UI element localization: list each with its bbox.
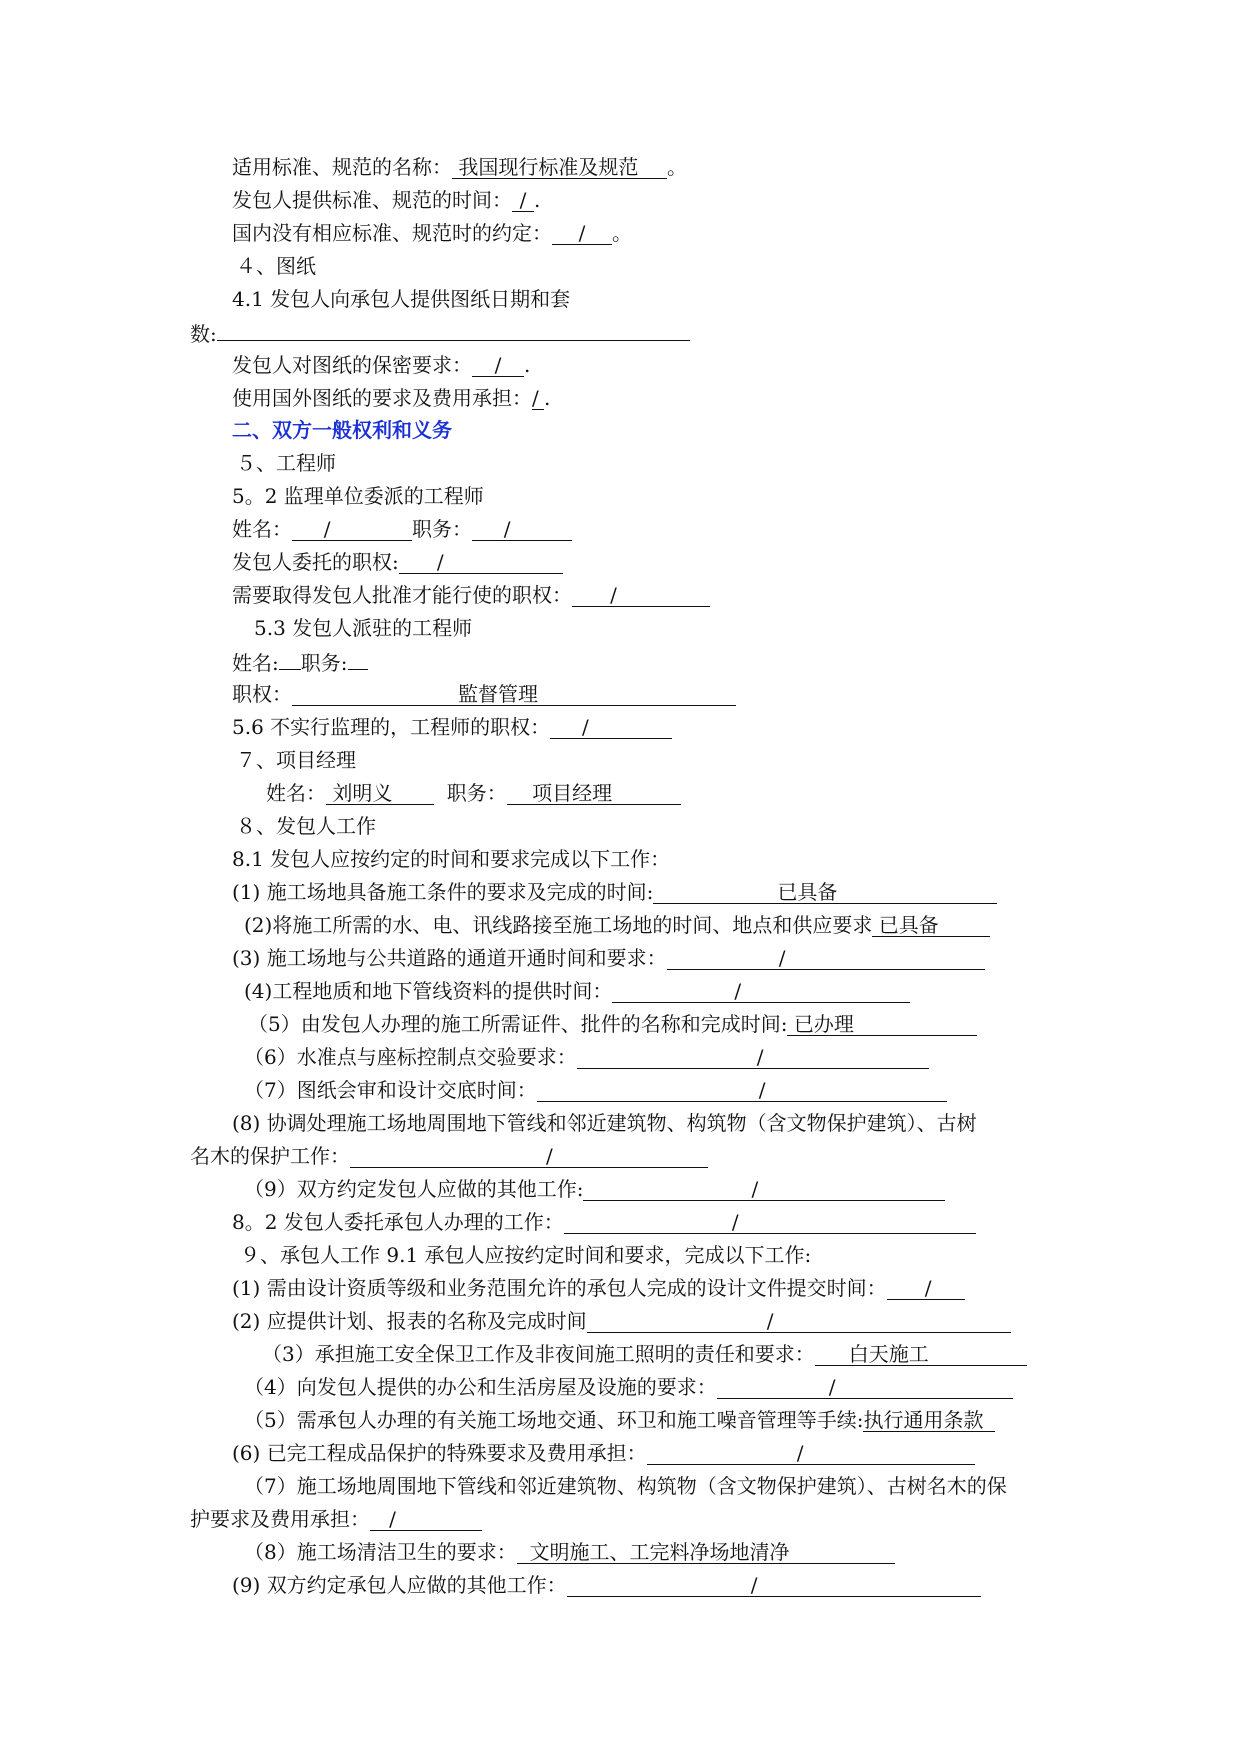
clause-8-1-text: 8.1 发包人应按约定的时间和要求完成以下工作： xyxy=(232,847,671,871)
employer-work-5-field: 已办理 xyxy=(787,1013,977,1036)
employer-work-9-line: （9）双方约定发包人应做的其他工作: / xyxy=(244,1175,945,1203)
entrusted-authority-line: 发包人委托的职权: / xyxy=(232,548,563,576)
contractor-work-2-line: (2) 应提供计划、报表的名称及完成时间 / xyxy=(232,1307,1011,1335)
clause-5-6-field: / xyxy=(550,716,672,739)
standards-name-field: 我国现行标准及规范 xyxy=(452,156,667,179)
contractor-work-3-field: 白天施工 xyxy=(815,1343,1027,1366)
contractor-work-6-field: / xyxy=(647,1442,975,1465)
section-heading-rights-obligations: 二、双方一般权利和义务 xyxy=(232,418,452,442)
engineer-position-field: / xyxy=(472,518,572,541)
standards-time-field: / xyxy=(512,189,534,212)
resident-engineer-position-field xyxy=(348,647,368,670)
approval-authority-line: 需要取得发包人批准才能行使的职权： / xyxy=(232,581,710,609)
employer-work-3-field: / xyxy=(667,947,985,970)
employer-work-8-cont-line: 名木的保护工作： / xyxy=(190,1142,708,1170)
drawing-confidentiality-field: / xyxy=(472,354,524,377)
employer-work-6-field: / xyxy=(577,1046,929,1069)
contractor-work-5-line: （5）需承包人办理的有关施工场地交通、环卫和施工噪音管理等手续:执行通用条款 xyxy=(244,1406,995,1434)
resident-authority-field: 監督管理 xyxy=(292,683,736,706)
employer-work-2-field: 已具备 xyxy=(872,914,990,937)
project-manager-line: 姓名： 刘明义 职务： 项目经理 xyxy=(266,779,681,807)
resident-engineer-name-field xyxy=(279,647,301,670)
section-9-title: ９、承包人工作 9.1 承包人应按约定时间和要求，完成以下工作: xyxy=(240,1243,812,1267)
drawing-confidentiality-line: 发包人对图纸的保密要求： / . xyxy=(232,353,531,377)
employer-work-6-line: （6）水准点与座标控制点交验要求： / xyxy=(244,1043,929,1071)
section-5-title: ５、工程师 xyxy=(236,451,336,475)
clause-8-2-field: / xyxy=(564,1211,976,1234)
contractor-work-2-field: / xyxy=(587,1310,1011,1333)
employer-work-7-field: / xyxy=(537,1079,947,1102)
standards-time-line: 发包人提供标准、规范的时间： / . xyxy=(232,188,541,212)
approval-authority-field: / xyxy=(572,584,710,607)
drawing-count-field xyxy=(217,318,690,341)
standards-name-line: 适用标准、规范的名称： 我国现行标准及规范 。 xyxy=(232,155,687,179)
contractor-work-9-line: (9) 双方约定承包人应做的其他工作： / xyxy=(232,1571,981,1599)
employer-work-3-line: (3) 施工场地与公共道路的通道开通时间和要求： / xyxy=(232,944,985,972)
employer-work-1-line: (1) 施工场地具备施工条件的要求及完成的时间: 已具备 xyxy=(232,878,997,906)
contractor-work-3-line: （3）承担施工安全保卫工作及非夜间施工照明的责任和要求： 白天施工 xyxy=(262,1340,1027,1368)
employer-work-7-line: （7）图纸会审和设计交底时间： / xyxy=(244,1076,947,1104)
contractor-work-1-field: / xyxy=(887,1277,965,1300)
no-standard-agreement-field: / xyxy=(552,222,612,245)
employer-work-9-field: / xyxy=(583,1178,945,1201)
section-7-title: ７、项目经理 xyxy=(236,748,356,772)
employer-work-1-field: 已具备 xyxy=(653,881,997,904)
clause-8-2-line: 8。2 发包人委托承包人办理的工作： / xyxy=(232,1208,976,1236)
contractor-work-1-line: (1) 需由设计资质等级和业务范围允许的承包人完成的设计文件提交时间： / xyxy=(232,1274,965,1302)
clause-4-1-text: 4.1 发包人向承包人提供图纸日期和套 xyxy=(232,287,571,311)
section-8-title: ８、发包人工作 xyxy=(236,814,376,838)
employer-work-8-line: (8) 协调处理施工场地周围地下管线和邻近建筑物、构筑物（含文物保护建筑）、古树 xyxy=(232,1111,977,1135)
contractor-work-4-field: / xyxy=(717,1376,1013,1399)
clause-5-3-text: 5.3 发包人派驻的工程师 xyxy=(254,616,473,640)
foreign-drawings-field: / xyxy=(532,387,544,410)
contractor-work-7-cont-line: 护要求及费用承担： / xyxy=(190,1505,482,1533)
contractor-work-8-line: （8）施工场清洁卫生的要求： 文明施工、工完料净场地清净 xyxy=(244,1538,895,1566)
resident-authority-line: 职权： 監督管理 xyxy=(232,680,736,708)
section-4-title: ４、图纸 xyxy=(236,254,316,278)
engineer-name-field: / xyxy=(292,518,412,541)
employer-work-4-field: / xyxy=(612,980,910,1003)
employer-work-5-line: （5）由发包人办理的施工所需证件、批件的名称和完成时间: 已办理 xyxy=(248,1010,977,1038)
employer-work-2-line: (2)将施工所需的水、电、讯线路接至施工场地的时间、地点和供应要求 已具备 xyxy=(244,911,990,939)
contractor-work-7-line: （7）施工场地周围地下管线和邻近建筑物、构筑物（含文物保护建筑）、古树名木的保 xyxy=(244,1474,1007,1498)
engineer-name-position-line: 姓名： / 职务： / xyxy=(232,515,572,543)
contractor-work-9-field: / xyxy=(567,1574,981,1597)
employer-work-8-field: / xyxy=(350,1145,708,1168)
entrusted-authority-field: / xyxy=(399,551,563,574)
employer-work-4-line: (4)工程地质和地下管线资料的提供时间： / xyxy=(244,977,910,1005)
project-manager-position-field: 项目经理 xyxy=(507,782,681,805)
contractor-work-5-field: 执行通用条款 xyxy=(863,1409,995,1432)
clause-5-2-text: 5。2 监理单位委派的工程师 xyxy=(232,484,484,508)
contractor-work-7-field: / xyxy=(370,1508,482,1531)
clause-5-6-line: 5.6 不实行监理的，工程师的职权： / xyxy=(232,713,672,741)
resident-engineer-line: 姓名: 职务: xyxy=(232,647,368,675)
no-standard-agreement-line: 国内没有相应标准、规范时的约定： / 。 xyxy=(232,221,632,245)
contractor-work-4-line: （4）向发包人提供的办公和生活房屋及设施的要求： / xyxy=(244,1373,1013,1401)
foreign-drawings-line: 使用国外图纸的要求及费用承担：/ . xyxy=(232,386,551,410)
drawing-count-line: 数: xyxy=(190,318,690,346)
contractor-work-8-field: 文明施工、工完料净场地清净 xyxy=(517,1541,895,1564)
contractor-work-6-line: (6) 已完工程成品保护的特殊要求及费用承担： / xyxy=(232,1439,975,1467)
project-manager-name-field: 刘明义 xyxy=(326,782,434,805)
